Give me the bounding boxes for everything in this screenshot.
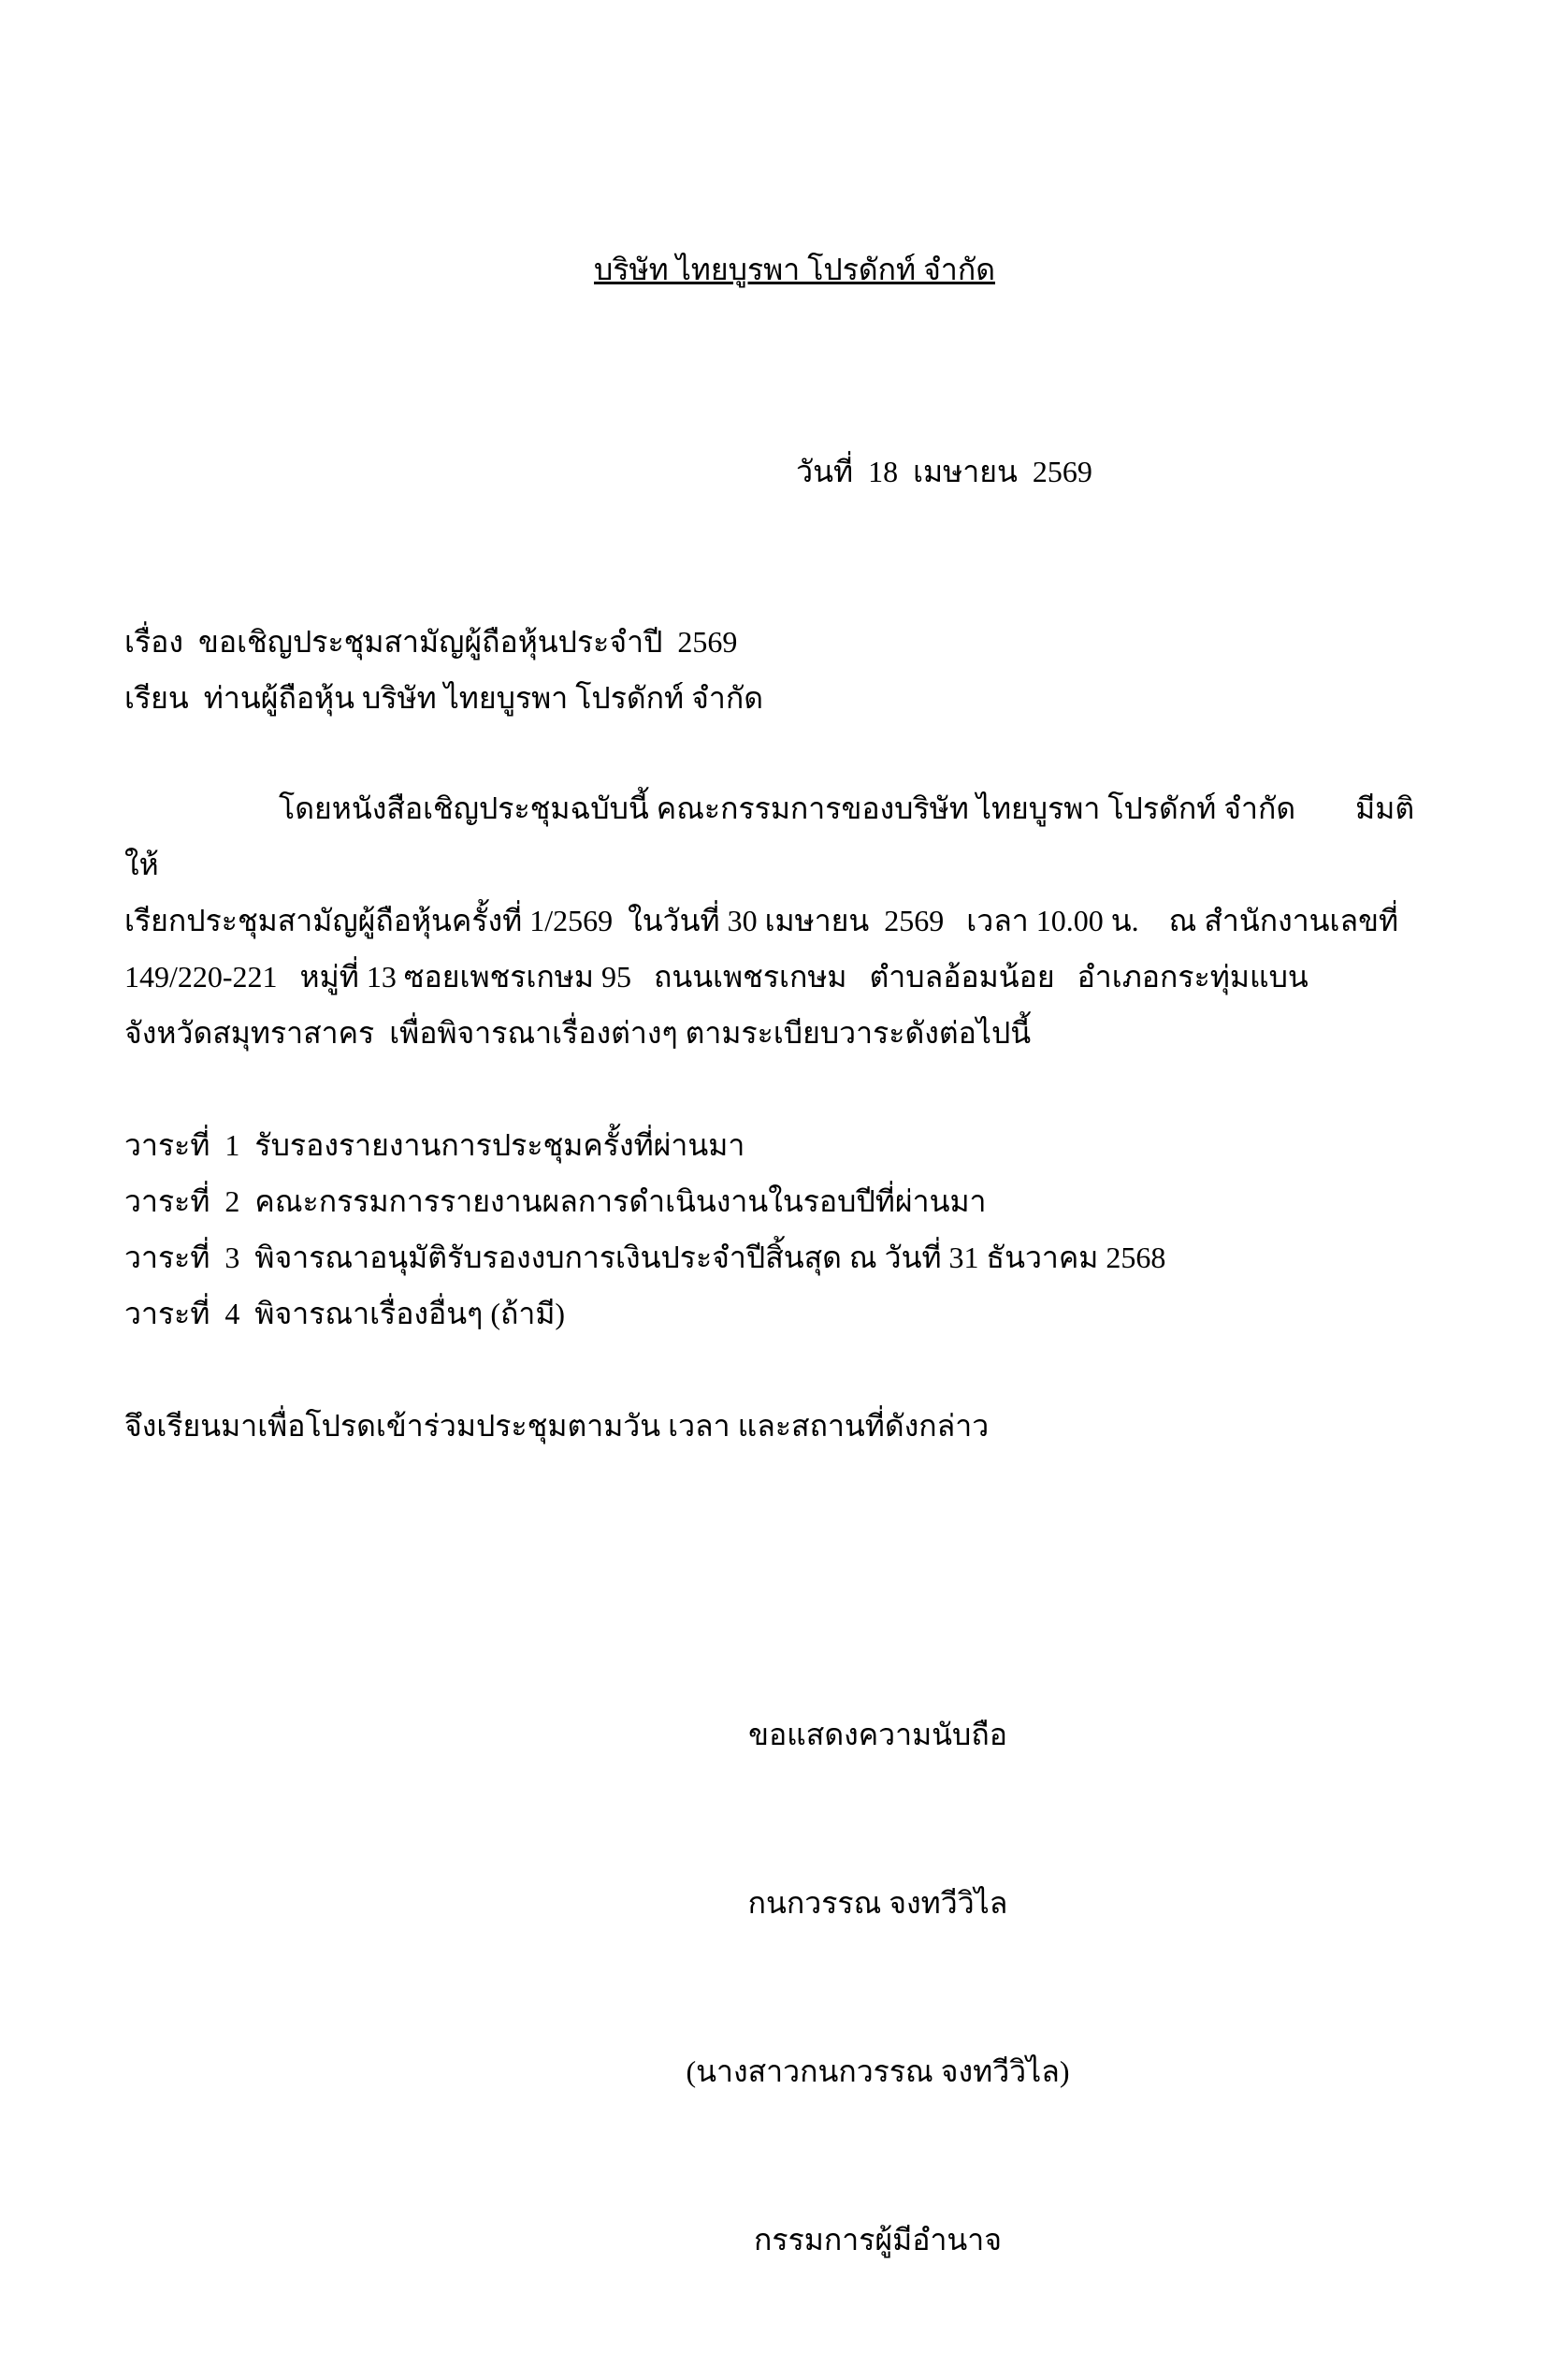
body-line: 149/220-221 หมู่ที่ 13 ซอยเพชรเกษม 95 ถนนเพชรเกษม ตำบลอ้อมน้อย อำเภอกระทุ่มแบน [124,960,1308,994]
signature-name-parenthesized: (นางสาวกนกวรรณ จงทวีวิไล) [686,2054,1070,2088]
signature-regards: ขอแสดงความนับถือ [748,1718,1007,1751]
agenda-item-4: วาระที่ 4 พิจารณาเรื่องอื่นๆ (ถ้ามี) [124,1297,566,1330]
agenda-item-2: วาระที่ 2 คณะกรรมการรายงานผลการดำเนินงานในรอบปีที่ผ่านมา [124,1184,987,1218]
signature-block [223,1594,1533,2380]
company-title-row [124,185,1435,354]
agenda-list [124,1117,1435,1342]
body-line: เรียกประชุมสามัญผู้ถือหุ้นครั้งที่ 1/2569 ในวันที่ 30 เมษายน 2569 เวลา 10.00 น. ณ สำนักงานเลขที่ [124,904,1399,937]
company-title: บริษัท ไทยบูรพา โปรดักท์ จำกัด [594,253,995,286]
date-row [124,387,1435,556]
closing-line: จึงเรียนมาเพื่อโปรดเข้าร่วมประชุมตามวัน เวลา และสถานที่ดังกล่าว [124,1409,990,1443]
body-paragraph [124,780,1435,1061]
date-line: วันที่ 18 เมษายน 2569 [796,455,1092,488]
body-line: โดยหนังสือเชิญประชุมฉบับนี้ คณะกรรมการของบริษัท ไทยบูรพา โปรดักท์ จำกัด มีมติให้ [124,791,1415,881]
agenda-item-1: วาระที่ 1 รับรองรายงานการประชุมครั้งที่ผ่านมา [124,1128,745,1162]
signature-name: กนกวรรณ จงทวีวิไล [747,1886,1008,1920]
agenda-item-3: วาระที่ 3 พิจารณาอนุมัติรับรองงบการเงินประจำปีสิ้นสุด ณ วันที่ 31 ธันวาคม 2568 [124,1241,1166,1274]
subject-line: เรื่อง ขอเชิญประชุมสามัญผู้ถือหุ้นประจำปี 2569 [124,625,738,659]
signature-position: กรรมการผู้มีอำนาจ [754,2223,1002,2257]
salutation-line: เรียน ท่านผู้ถือหุ้น บริษัท ไทยบูรพา โปรดักท์ จำกัด [124,681,763,715]
body-line: จังหวัดสมุทราสาคร เพื่อพิจารณาเรื่องต่างๆ ตามระเบียบวาระดังต่อไปนี้ [124,1016,1032,1050]
